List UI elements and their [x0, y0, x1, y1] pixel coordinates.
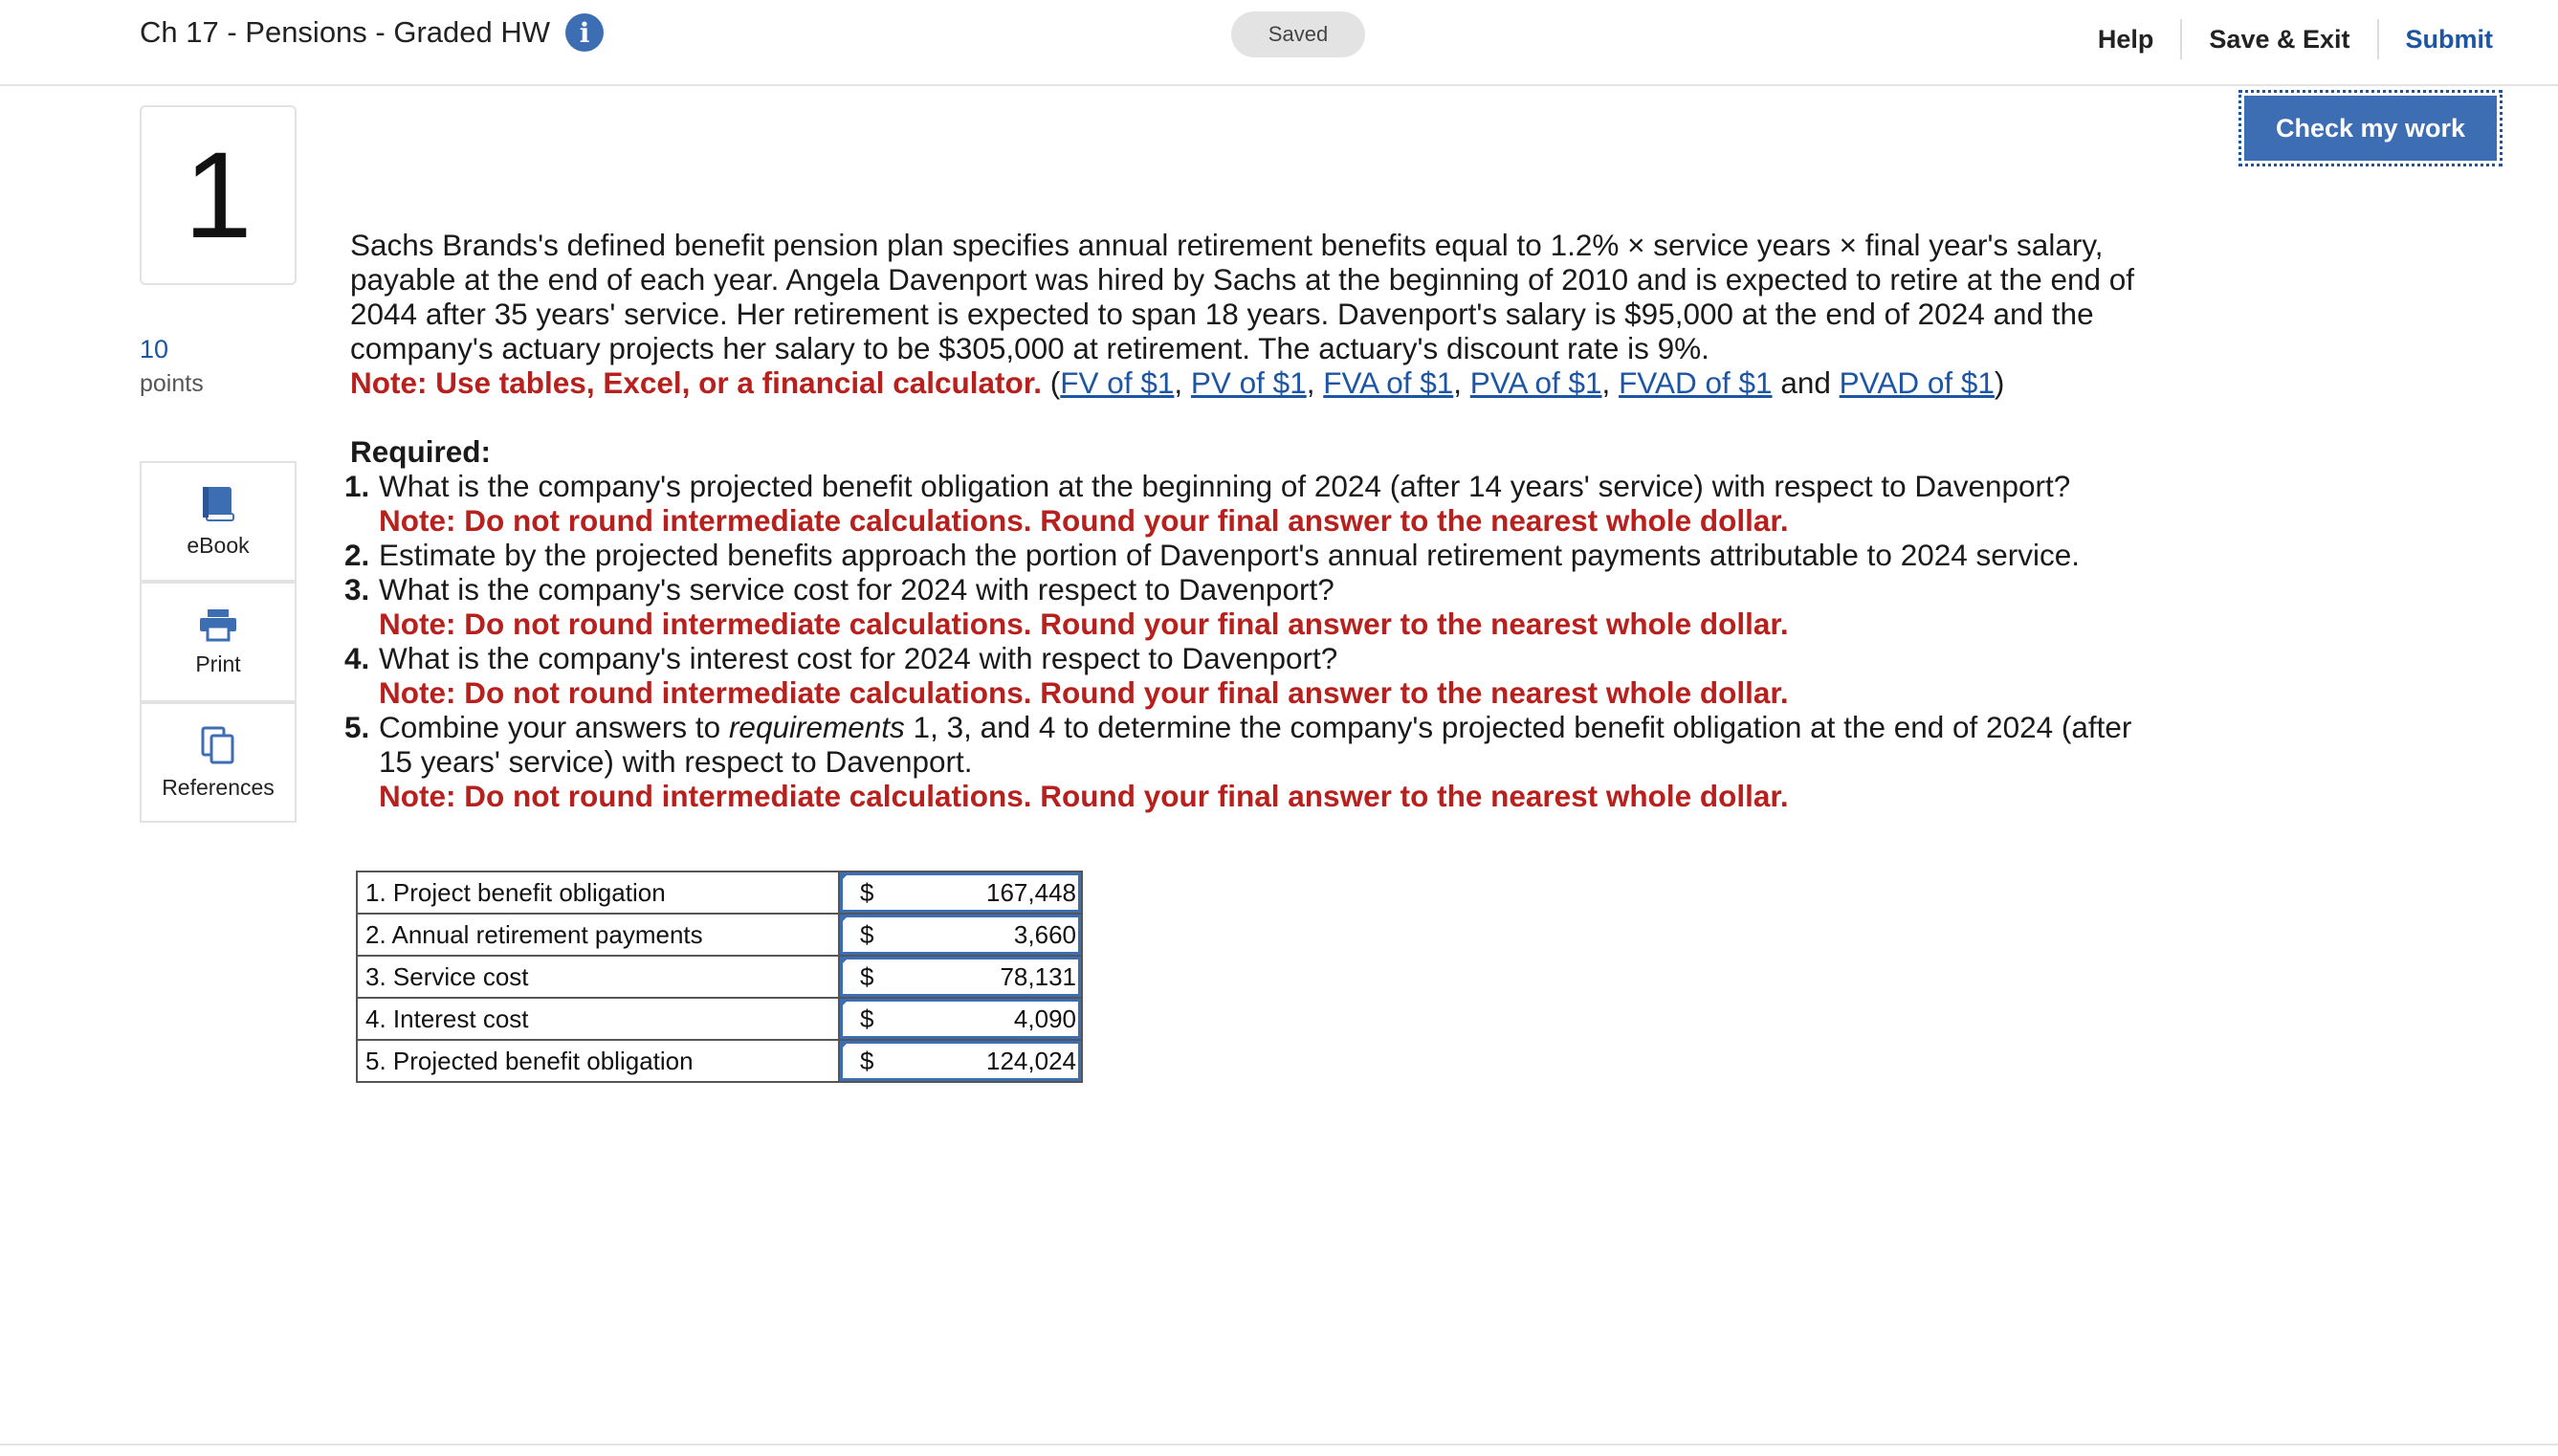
points-label: points: [140, 370, 204, 397]
requirement-4: [344, 641, 2168, 710]
table-row: [357, 956, 1082, 998]
requirement-number: 5.: [344, 710, 370, 744]
problem-text: Sachs Brands's defined benefit pension plan specifies annual retirement benefits equal to 1.2% × service years × final year's salary, payable at the end of each year. Angela Davenport was hired by Sachs at the beginning of 2010 and is expected to retire at the end of 2044 after 35 years' service. Her retirement is expected to span 18 years. Davenport's salary is $95,000 at the end of 2024 and the company's actuary projects her salary to be $305,000 at retirement. The actuary's discount rate is 9%.: [350, 228, 2135, 365]
tables-note: Note: Use tables, Excel, or a financial calculator.: [350, 365, 1043, 400]
requirement-text: Estimate by the projected benefits approach the portion of Davenport's annual retirement payments attributable to 2024 service.: [379, 538, 2081, 572]
copy-icon: [200, 725, 236, 765]
currency-symbol: $: [860, 919, 874, 949]
answer-input[interactable]: 167,448: [986, 877, 1076, 907]
references-label: References: [162, 774, 275, 800]
table-row: [357, 1040, 1082, 1082]
answer-cell[interactable]: [839, 914, 1082, 956]
pv-link[interactable]: PV of $1: [1190, 365, 1307, 400]
and-text: and: [1780, 365, 1831, 400]
question-content: [344, 228, 2168, 813]
print-label: Print: [195, 651, 241, 676]
answer-cell[interactable]: [839, 956, 1082, 998]
answer-input[interactable]: 4,090: [1013, 1004, 1076, 1033]
requirement-text: What is the company's projected benefit obligation at the beginning of 2024 (after 14 years' service) with respect to Davenport?: [379, 469, 2071, 503]
question-number: 1: [140, 105, 297, 285]
saved-status-badge: Saved: [1231, 11, 1365, 57]
currency-symbol: $: [860, 877, 874, 907]
book-icon: [201, 485, 235, 523]
currency-symbol: $: [860, 1004, 874, 1033]
answer-cell[interactable]: [839, 871, 1082, 914]
requirement-number: 2.: [344, 538, 370, 572]
requirement-number: 4.: [344, 641, 370, 675]
pvad-link[interactable]: PVAD of $1: [1839, 365, 1995, 400]
answer-input[interactable]: 78,131: [1000, 961, 1076, 991]
points-value: 10: [140, 335, 169, 364]
currency-symbol: $: [860, 1046, 874, 1075]
requirement-text: What is the company's service cost for 2024 with respect to Davenport?: [379, 572, 1334, 607]
answer-table: [356, 871, 1083, 1083]
assignment-title: [140, 13, 604, 52]
requirement-text-italic: requirements: [728, 710, 905, 744]
currency-symbol: $: [860, 961, 874, 991]
requirement-text: What is the company's interest cost for 2024 with respect to Davenport?: [379, 641, 1338, 675]
save-exit-link[interactable]: Save & Exit: [2209, 24, 2350, 54]
points-info: [140, 335, 204, 398]
info-icon[interactable]: i: [565, 13, 604, 52]
fvad-link[interactable]: FVAD of $1: [1619, 365, 1773, 400]
links-group: (FV of $1, PV of $1, FVA of $1, PVA of $1, FVAD of $1 and PVAD of $1): [1049, 365, 2005, 400]
pva-link[interactable]: PVA of $1: [1469, 365, 1602, 400]
requirement-2: [344, 538, 2168, 572]
rounding-note: Note: Do not round intermediate calculations. Round your final answer to the nearest whole dollar.: [379, 607, 1789, 641]
table-row: [357, 914, 1082, 956]
answer-label: 3. Service cost: [357, 956, 839, 998]
header-nav: [2071, 17, 2493, 61]
requirement-text-start: Combine your answers to: [379, 710, 721, 744]
table-row: [357, 871, 1082, 914]
requirement-number: 3.: [344, 572, 370, 607]
fv-link[interactable]: FV of $1: [1060, 365, 1175, 400]
requirement-5: [344, 710, 2168, 813]
submit-link[interactable]: Submit: [2405, 24, 2493, 54]
requirement-number: 1.: [344, 469, 370, 503]
requirement-text-end: 1, 3, and 4 to determine the company's projected benefit obligation at the end of 2024 (after 15 years' service) with respect to Davenport.: [379, 710, 2132, 779]
required-heading: Required:: [350, 434, 492, 469]
rounding-note: Note: Do not round intermediate calculations. Round your final answer to the nearest whole dollar.: [379, 675, 1789, 710]
rounding-note: Note: Do not round intermediate calculations. Round your final answer to the nearest whole dollar.: [379, 779, 1789, 813]
check-my-work-button[interactable]: Check my work: [2244, 96, 2497, 161]
answer-cell[interactable]: [839, 1040, 1082, 1082]
answer-label: 5. Projected benefit obligation: [357, 1040, 839, 1082]
help-link[interactable]: Help: [2097, 24, 2154, 54]
ebook-label: eBook: [187, 532, 250, 558]
requirement-3: [344, 572, 2168, 641]
printer-icon: [198, 607, 238, 642]
rounding-note: Note: Do not round intermediate calculations. Round your final answer to the nearest whole dollar.: [379, 503, 1789, 538]
answer-label: 4. Interest cost: [357, 998, 839, 1040]
fva-link[interactable]: FVA of $1: [1323, 365, 1454, 400]
answer-label: 1. Project benefit obligation: [357, 871, 839, 914]
answer-label: 2. Annual retirement payments: [357, 914, 839, 956]
answer-input[interactable]: 124,024: [986, 1046, 1076, 1075]
assignment-title-text: Ch 17 - Pensions - Graded HW: [140, 15, 551, 49]
answer-input[interactable]: 3,660: [1013, 919, 1076, 949]
top-bar: [0, 0, 2558, 86]
ebook-button[interactable]: [140, 461, 297, 582]
answer-cell[interactable]: [839, 998, 1082, 1040]
footer-divider: [0, 1444, 2558, 1445]
print-button[interactable]: [140, 582, 297, 702]
references-button[interactable]: [140, 702, 297, 823]
requirement-1: [344, 469, 2168, 538]
problem-statement: [350, 228, 2168, 400]
table-row: [357, 998, 1082, 1040]
